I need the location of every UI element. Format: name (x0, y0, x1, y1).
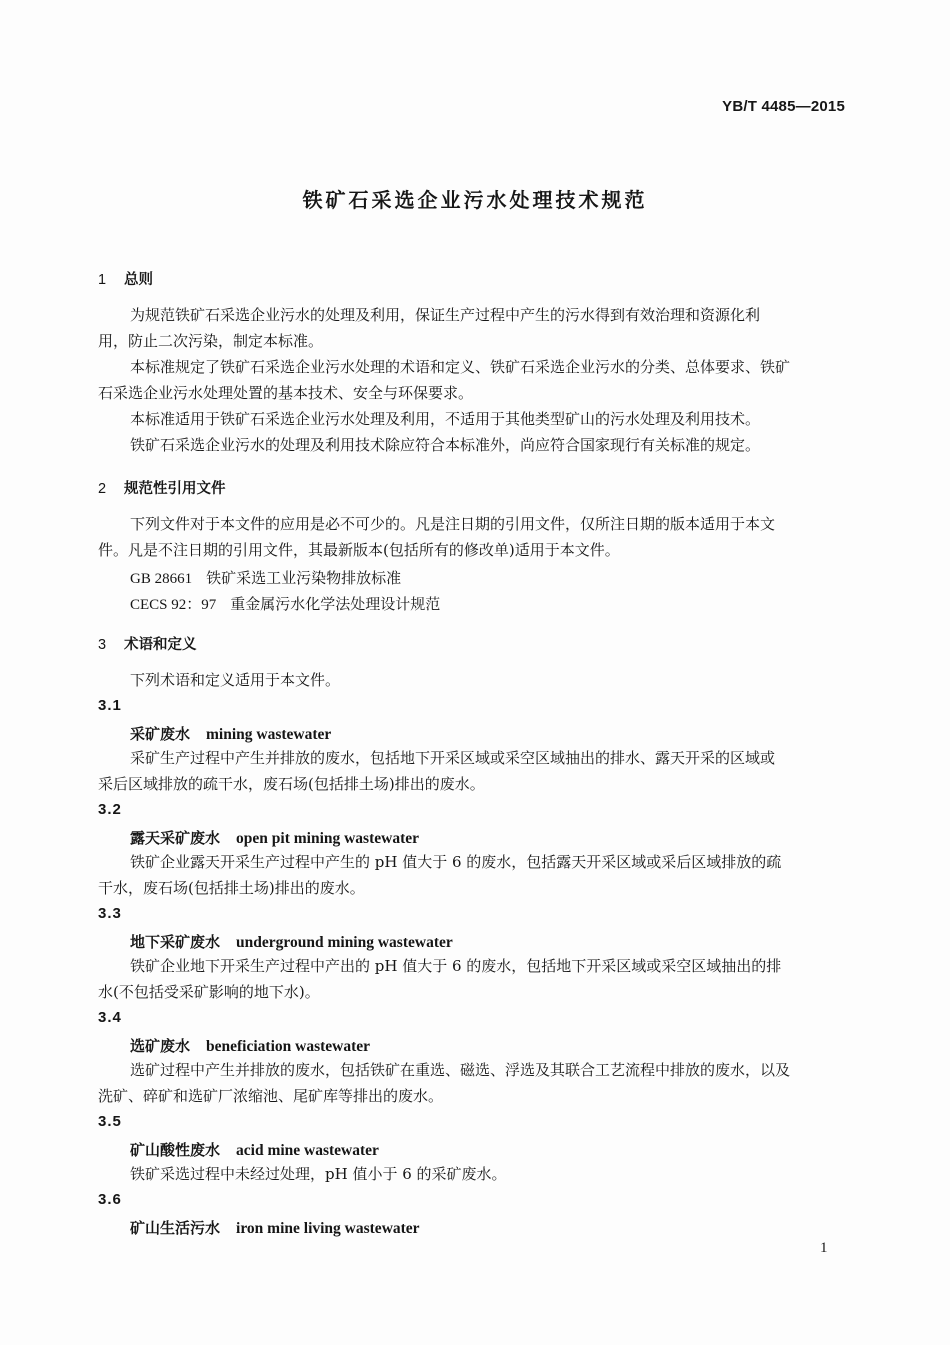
term-chinese: 选矿废水 (130, 1037, 191, 1055)
section-title: 规范性引用文件 (124, 481, 226, 497)
term-english: beneficiation wastewater (206, 1038, 371, 1055)
term-definition (98, 745, 846, 797)
text-line: 干水，废石场(包括排土场)排出的废水。 (98, 879, 365, 897)
term-heading (130, 723, 331, 744)
paragraph (98, 406, 846, 432)
term-english: underground mining wastewater (236, 934, 453, 951)
term-heading (130, 827, 419, 848)
term-heading (130, 1139, 379, 1160)
paragraph (98, 354, 846, 406)
text-line: 石采选企业污水处理处置的基本技术、安全与环保要求。 (98, 384, 474, 402)
term-english: open pit mining wastewater (236, 830, 419, 847)
paragraph (98, 432, 846, 458)
text-line: 件。凡是不注日期的引用文件，其最新版本(包括所有的修改单)适用于本文件。 (98, 541, 620, 559)
text-line: 铁矿石采选企业污水的处理及利用技术除应符合本标准外，尚应符合国家现行有关标准的规定。 (130, 436, 761, 454)
term-english: iron mine living wastewater (236, 1220, 420, 1237)
term-heading (130, 1035, 370, 1056)
term-definition (98, 953, 846, 1005)
section-number: 1 (98, 272, 107, 288)
section-title: 总则 (124, 272, 153, 288)
text-line: 采矿生产过程中产生并排放的废水，包括地下开采区域或采空区域抽出的排水、露天开采的区域或 (130, 749, 776, 767)
section-2-heading (98, 477, 226, 498)
reference-item (130, 593, 440, 614)
term-definition (98, 849, 846, 901)
text-line: 本标准规定了铁矿石采选企业污水处理的术语和定义、铁矿石采选企业污水的分类、总体要求、铁矿 (130, 358, 791, 376)
term-chinese: 矿山酸性废水 (130, 1141, 221, 1159)
clause-number: 3.2 (98, 801, 122, 818)
section-3-heading (98, 633, 197, 654)
standard-code: YB/T 4485—2015 (722, 98, 845, 115)
text-line: 为规范铁矿石采选企业污水的处理及利用，保证生产过程中产生的污水得到有效治理和资源化利 (130, 306, 761, 324)
text-line: 洗矿、碎矿和选矿厂浓缩池、尾矿库等排出的废水。 (98, 1087, 444, 1105)
reference-code: GB 28661 (130, 571, 193, 587)
clause-number: 3.4 (98, 1009, 122, 1026)
text-line: 选矿过程中产生并排放的废水，包括铁矿在重选、磁选、浮选及其联合工艺流程中排放的废水，以及 (130, 1061, 791, 1079)
term-english: mining wastewater (206, 726, 332, 743)
section-number: 2 (98, 481, 107, 497)
text-line: 下列术语和定义适用于本文件。 (130, 671, 341, 689)
paragraph (98, 667, 846, 693)
term-definition (98, 1057, 846, 1109)
paragraph (98, 511, 846, 563)
section-title: 术语和定义 (124, 637, 197, 653)
document-title: 铁矿石采选企业污水处理技术规范 (302, 188, 648, 212)
text-line: 铁矿企业露天开采生产过程中产生的 pH 值大于 6 的废水，包括露天开采区域或采后区域排放的疏 (130, 853, 782, 871)
term-english: acid mine wastewater (236, 1142, 379, 1159)
reference-item (130, 567, 401, 588)
reference-code: CECS 92：97 (130, 597, 217, 613)
term-chinese: 地下采矿废水 (130, 933, 221, 951)
reference-title: 重金属污水化学法处理设计规范 (230, 595, 441, 613)
term-heading (130, 1217, 420, 1238)
term-definition (98, 1161, 846, 1187)
text-line: 下列文件对于本文件的应用是必不可少的。凡是注日期的引用文件，仅所注日期的版本适用于本文 (130, 515, 776, 533)
text-line: 铁矿采选过程中未经过处理，pH 值小于 6 的采矿废水。 (130, 1165, 507, 1183)
section-number: 3 (98, 637, 107, 653)
clause-number: 3.6 (98, 1191, 122, 1208)
page-number: 1 (820, 1240, 828, 1256)
reference-title: 铁矿采选工业污染物排放标准 (206, 569, 402, 587)
section-1-heading (98, 268, 153, 289)
text-line: 本标准适用于铁矿石采选企业污水处理及利用，不适用于其他类型矿山的污水处理及利用技术。 (130, 410, 761, 428)
text-line: 铁矿企业地下开采生产过程中产出的 pH 值大于 6 的废水，包括地下开采区域或采空区域抽出的排 (130, 957, 782, 975)
term-heading (130, 931, 453, 952)
text-line: 用，防止二次污染，制定本标准。 (98, 332, 324, 350)
paragraph (98, 302, 846, 354)
term-chinese: 采矿废水 (130, 725, 191, 743)
clause-number: 3.5 (98, 1113, 122, 1130)
clause-number: 3.3 (98, 905, 122, 922)
text-line: 采后区域排放的疏干水，废石场(包括排土场)排出的废水。 (98, 775, 485, 793)
term-chinese: 露天采矿废水 (130, 829, 221, 847)
clause-number: 3.1 (98, 697, 122, 714)
term-chinese: 矿山生活污水 (130, 1219, 221, 1237)
text-line: 水(不包括受采矿影响的地下水)。 (98, 983, 320, 1001)
